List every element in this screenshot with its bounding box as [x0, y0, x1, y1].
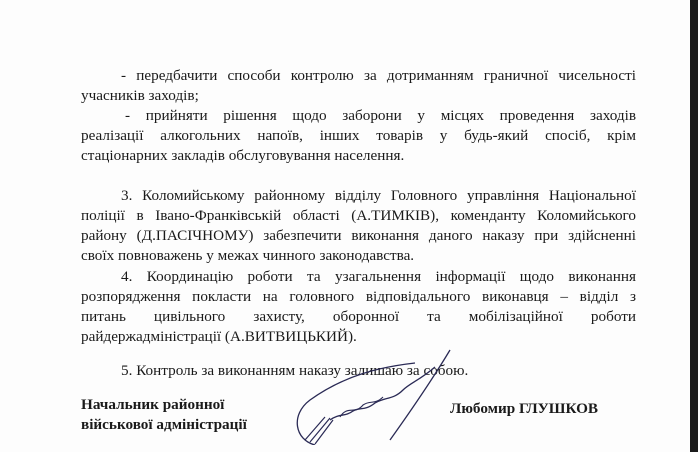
item-3-line-2: поліції в Івано-Франківській області (А.ТИМКІВ), коменданту Коломийського [81, 207, 636, 224]
bullet-1-line-2: учасників заходів; [81, 87, 199, 104]
signatory-title-line-2: військової адміністрації [81, 416, 247, 433]
bullet-2-line-3: стаціонарних закладів обслуговування населення. [81, 147, 405, 164]
signatory-name: Любомир ГЛУШКОВ [450, 400, 599, 417]
handwritten-signature-icon [285, 345, 465, 445]
item-4-line-3: питань цивільного захисту, оборонної та мобілізаційної роботи [81, 308, 636, 325]
item-4-line-2: розпорядження покласти на головного відповідального виконавця – відділ з [81, 288, 636, 305]
page-edge-shadow [690, 0, 698, 452]
bullet-1-line-1: - передбачити способи контролю за дотриманням граничної чисельності [121, 67, 636, 84]
item-3-line-3: району (Д.ПАСІЧНОМУ) забезпечити виконання даного наказу при здійсненні [81, 227, 636, 244]
item-4-line-1: 4. Координацію роботи та узагальнення інформації щодо виконання [121, 268, 636, 285]
signatory-title-line-1: Начальник районної [81, 396, 225, 413]
item-3-line-4: своїх повноважень у межах чинного законодавства. [81, 247, 415, 264]
bullet-2-line-1: - прийняти рішення щодо заборони у місцях проведення заходів [125, 107, 636, 124]
item-4-line-4: райдержадміністрації (А.ВИТВИЦЬКИЙ). [81, 328, 357, 345]
item-3-line-1: 3. Коломийському районному відділу Головного управління Національної [121, 187, 636, 204]
bullet-2-line-2: реалізації алкогольних напоїв, інших товарів у будь-який спосіб, крім [81, 127, 636, 144]
item-5-line-1: 5. Контроль за виконанням наказу залишаю за собою. [121, 362, 469, 379]
